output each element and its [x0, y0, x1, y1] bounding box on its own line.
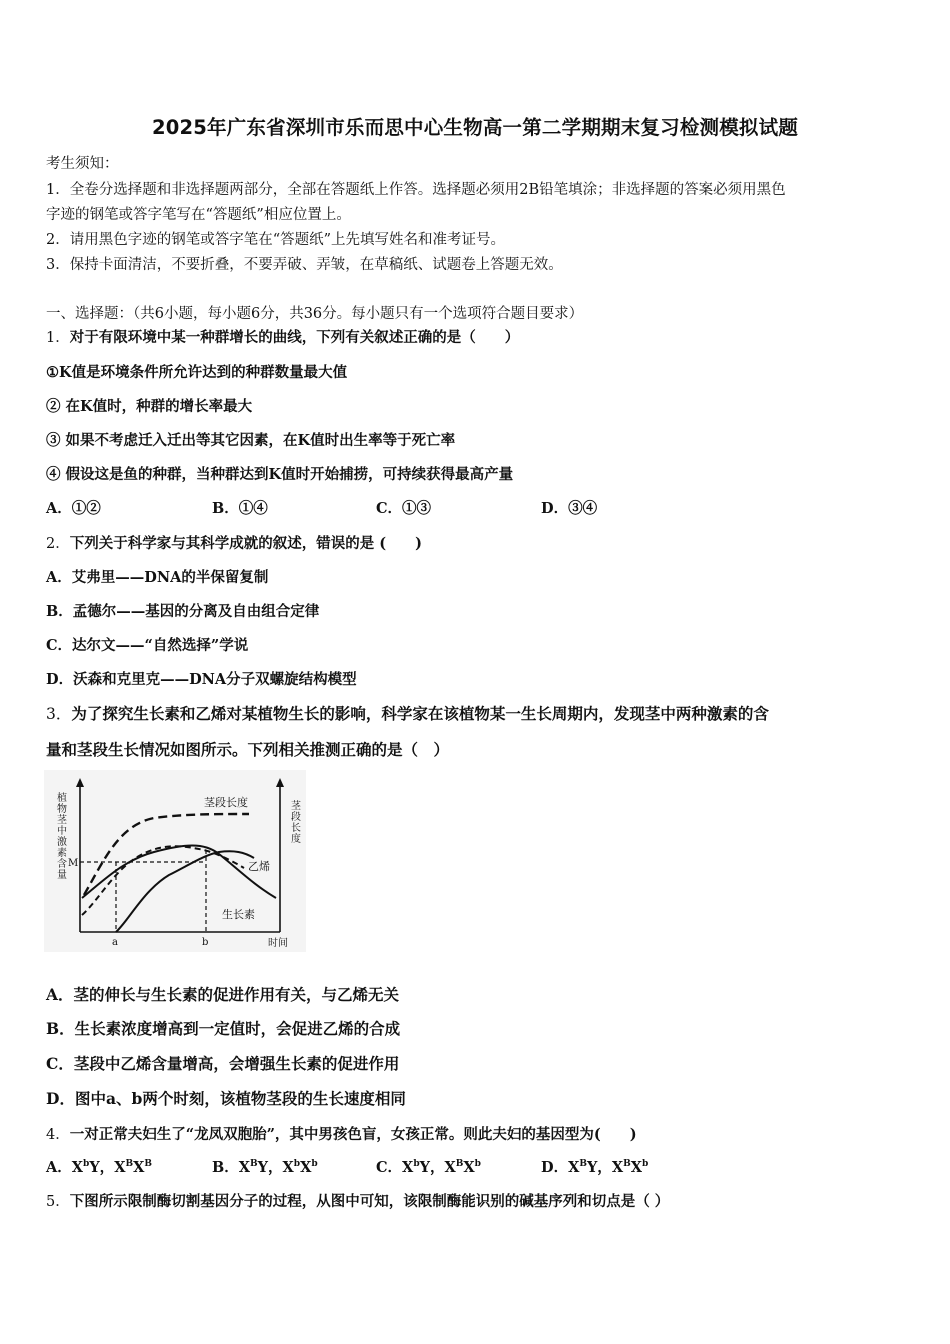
q1-option-b[interactable]: B．①④: [212, 500, 268, 517]
statement-3: ③ 如果不考虑迁入迁出等其它因素，在K值时出生率等于死亡率: [46, 432, 456, 449]
gene-x: X: [300, 1159, 312, 1176]
option-prefix: B．: [212, 1159, 239, 1176]
question-stem: 下列关于科学家与其科学成就的叙述，错误的是 ( ): [69, 535, 423, 552]
option-prefix: D．: [541, 1159, 569, 1176]
q1-option-a[interactable]: A．①②: [46, 500, 101, 517]
allele: b: [83, 1159, 90, 1169]
question-number: 2．: [46, 536, 70, 552]
gene-x: X: [71, 1159, 84, 1176]
allele: B: [579, 1159, 587, 1169]
notice-item-2: 2．请用黑色字迹的钢笔或答字笔在“答题纸”上先填写姓名和准考证号。: [46, 232, 506, 248]
question-number: 5．: [46, 1194, 70, 1210]
q4-option-c[interactable]: [376, 1156, 481, 1177]
label-ethylene: 乙烯: [248, 860, 270, 873]
gene-x: X: [463, 1159, 475, 1176]
gene-y: Y，: [419, 1159, 445, 1176]
question-stem: 一对正常夫妇生了“龙凤双胞胎”，其中男孩色盲，女孩正常。则此夫妇的基因型为( ): [69, 1126, 637, 1143]
gene-x: X: [114, 1159, 126, 1176]
label-a: a: [112, 937, 118, 948]
q4-option-a[interactable]: [46, 1156, 152, 1177]
question-1: [46, 326, 519, 347]
question-4: [46, 1123, 637, 1144]
allele: b: [641, 1159, 649, 1169]
question-number: 4．: [46, 1127, 70, 1143]
gene-y: Y，: [586, 1159, 612, 1176]
section-heading: 一、选择题：（共6小题，每小题6分，共36分。每小题只有一个选项符合题目要求）: [46, 306, 584, 322]
allele: B: [623, 1159, 631, 1169]
gene-x: X: [133, 1159, 145, 1176]
gene-x: X: [568, 1159, 580, 1176]
page-title: 2025年广东省深圳市乐而思中心生物高一第二学期期末复习检测模拟试题: [151, 116, 799, 139]
question-stem: 为了探究生长素和乙烯对某植物生长的影响，科学家在该植物某一生长周期内，发现茎中两种激素的含: [71, 704, 769, 723]
allele: b: [293, 1159, 301, 1169]
statement-1: ①K值是环境条件所允许达到的种群数量最大值: [46, 364, 348, 381]
question-number: 1．: [46, 330, 70, 346]
gene-x: X: [444, 1159, 456, 1176]
statement-2: ② 在K值时，种群的增长率最大: [46, 398, 253, 415]
question-2: [46, 532, 422, 553]
hormone-chart-svg: [44, 770, 306, 952]
q2-option-d[interactable]: D．沃森和克里克——DNA分子双螺旋结构模型: [46, 671, 357, 688]
question-stem: 下图所示限制酶切割基因分子的过程，从图中可知，该限制酶能识别的碱基序列和切点是（ ）: [69, 1193, 670, 1210]
option-prefix: A．: [46, 1159, 72, 1176]
gene-y: Y，: [257, 1159, 283, 1176]
gene-x: X: [630, 1159, 642, 1176]
question-5: [46, 1190, 669, 1211]
allele: b: [413, 1159, 420, 1169]
q2-option-b[interactable]: B．孟德尔——基因的分离及自由组合定律: [46, 603, 320, 620]
label-y-left: 植物茎中激素含量: [54, 792, 66, 880]
question-3-cont: 量和茎段生长情况如图所示。下列相关推测正确的是（ ）: [46, 740, 450, 759]
gene-x: X: [238, 1159, 251, 1176]
allele: B: [250, 1159, 258, 1169]
q2-option-a[interactable]: A．艾弗里——DNA的半保留复制: [46, 569, 269, 586]
allele: b: [474, 1159, 481, 1169]
q3-option-d[interactable]: D．图中a、b两个时刻，该植物茎段的生长速度相同: [46, 1089, 406, 1108]
notice-item-1b: 字迹的钢笔或答字笔写在“答题纸”相应位置上。: [46, 207, 351, 223]
notice-heading: 考生须知：: [46, 156, 119, 172]
question-number: 3．: [46, 705, 72, 723]
label-b: b: [202, 937, 209, 948]
statement-4: ④ 假设这是鱼的种群，当种群达到K值时开始捕捞，可持续获得最高产量: [46, 466, 514, 483]
q4-option-b[interactable]: [212, 1156, 318, 1177]
q3-option-a[interactable]: A．茎的伸长与生长素的促进作用有关，与乙烯无关: [46, 985, 400, 1004]
question-stem: 对于有限环境中某一种群增长的曲线，下列有关叙述正确的是（ ）: [69, 329, 520, 346]
gene-x: X: [282, 1159, 294, 1176]
label-auxin: 生长素: [222, 908, 255, 921]
question-3: [46, 702, 769, 724]
allele: B: [455, 1159, 464, 1169]
q1-option-d[interactable]: D．③④: [541, 500, 598, 517]
allele: B: [144, 1159, 152, 1169]
allele: B: [125, 1159, 134, 1169]
hormone-figure: [44, 770, 306, 952]
notice-item-1a: 1．全卷分选择题和非选择题两部分，全部在答题纸上作答。选择题必须用2B铅笔填涂；非选择题的答案必须用黑色: [46, 182, 786, 198]
gene-x: X: [402, 1159, 414, 1176]
allele: b: [311, 1159, 318, 1169]
q3-option-c[interactable]: C．茎段中乙烯含量增高，会增强生长素的促进作用: [46, 1054, 400, 1073]
q3-option-b[interactable]: B．生长素浓度增高到一定值时，会促进乙烯的合成: [46, 1019, 401, 1038]
label-stem-length: 茎段长度: [204, 796, 248, 809]
q2-option-c[interactable]: C．达尔文——“自然选择”学说: [46, 637, 249, 654]
label-m: M: [68, 858, 79, 869]
notice-item-3: 3．保持卡面清洁，不要折叠，不要弄破、弄皱，在草稿纸、试题卷上答题无效。: [46, 257, 563, 273]
gene-x: X: [611, 1159, 624, 1176]
label-time: 时间: [268, 938, 288, 949]
label-y-right: 茎段长度: [288, 800, 300, 844]
option-prefix: C．: [376, 1159, 403, 1176]
q1-option-c[interactable]: C．①③: [376, 500, 432, 517]
gene-y: Y，: [89, 1159, 115, 1176]
q4-option-d[interactable]: [541, 1156, 648, 1177]
